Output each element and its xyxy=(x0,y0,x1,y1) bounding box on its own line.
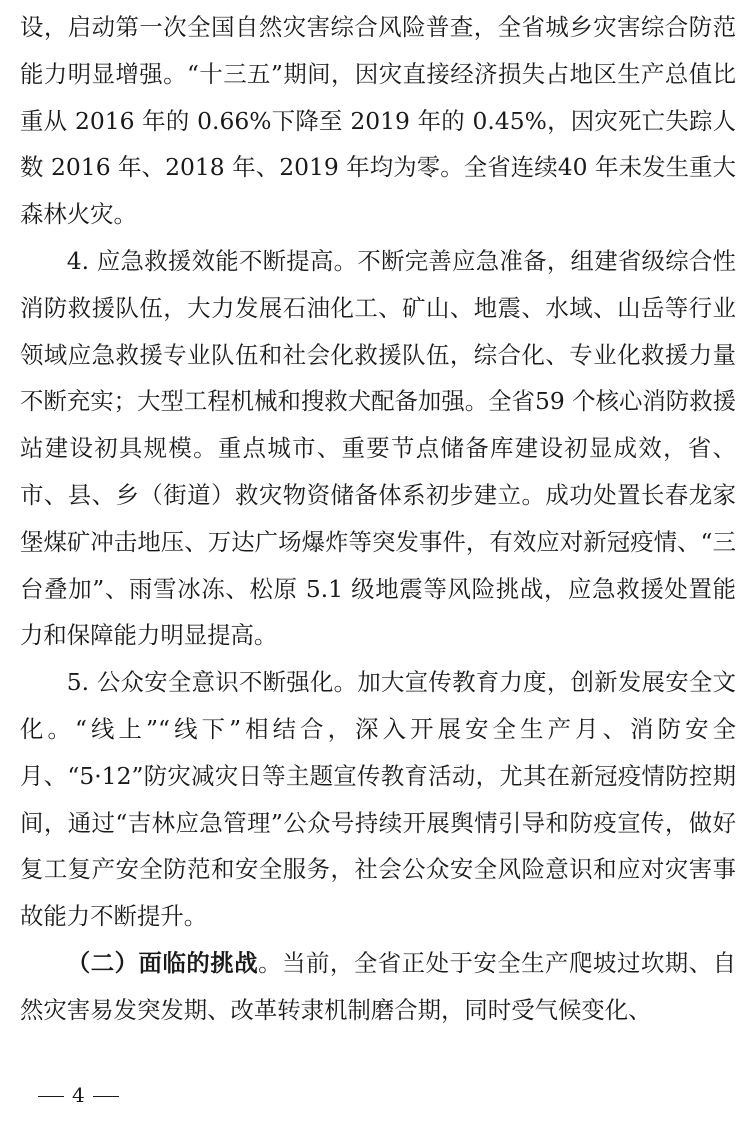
paragraph-disaster-prevention: 设，启动第一次全国自然灾害综合风险普查，全省城乡灾害综合防范能力明显增强。“十三五”期间，因灾直接经济损失占地区生产总值比重从 2016 年的 0.66%下降至 2019 年的 0.45%，因灾死亡失踪人数 2016 年、2018 年、2019 年均为零。全省连续40 年未发生重大森林火灾。 xyxy=(20,13,736,229)
page-number: 4 xyxy=(72,1083,85,1107)
section-heading-challenges: （二）面临的挑战 xyxy=(66,948,259,977)
footer-dash-left xyxy=(38,1096,64,1097)
paragraph-challenges xyxy=(20,940,736,1034)
paragraph-challenges-text: 。当前，全省正处于安全生产爬坡过坎期、自然灾害易发突发期、改革转隶机制磨合期，同时受气候变化、 xyxy=(20,948,737,1024)
body-text xyxy=(20,4,736,1034)
paragraph-public-awareness: 5. 公众安全意识不断强化。加大宣传教育力度，创新发展安全文化。“线上”“线下”相结合，深入开展安全生产月、消防安全月、“5·12”防灾减灾日等主题宣传教育活动，尤其在新冠疫情防控期间，通过“吉林应急管理”公众号持续开展舆情引导和防疫宣传，做好复工复产安全防范和安全服务，社会公众安全风险意识和应对灾害事故能力不断提升。 xyxy=(20,668,736,931)
page-footer xyxy=(30,1082,127,1108)
footer-dash-right xyxy=(93,1096,119,1097)
paragraph-emergency-rescue: 4. 应急救援效能不断提高。不断完善应急准备，组建省级综合性消防救援队伍，大力发展石油化工、矿山、地震、水域、山岳等行业领域应急救援专业队伍和社会化救援队伍，综合化、专业化救援力量不断充实；大型工程机械和搜救犬配备加强。全省59 个核心消防救援站建设初具规模。重点城市、重要节点储备库建设初显成效，省、市、县、乡（街道）救灾物资储备体系初步建立。成功处置长春龙家堡煤矿冲击地压、万达广场爆炸等突发事件，有效应对新冠疫情、“三台叠加”、雨雪冰冻、松原 5.1 级地震等风险挑战，应急救援处置能力和保障能力明显提高。 xyxy=(20,246,736,650)
